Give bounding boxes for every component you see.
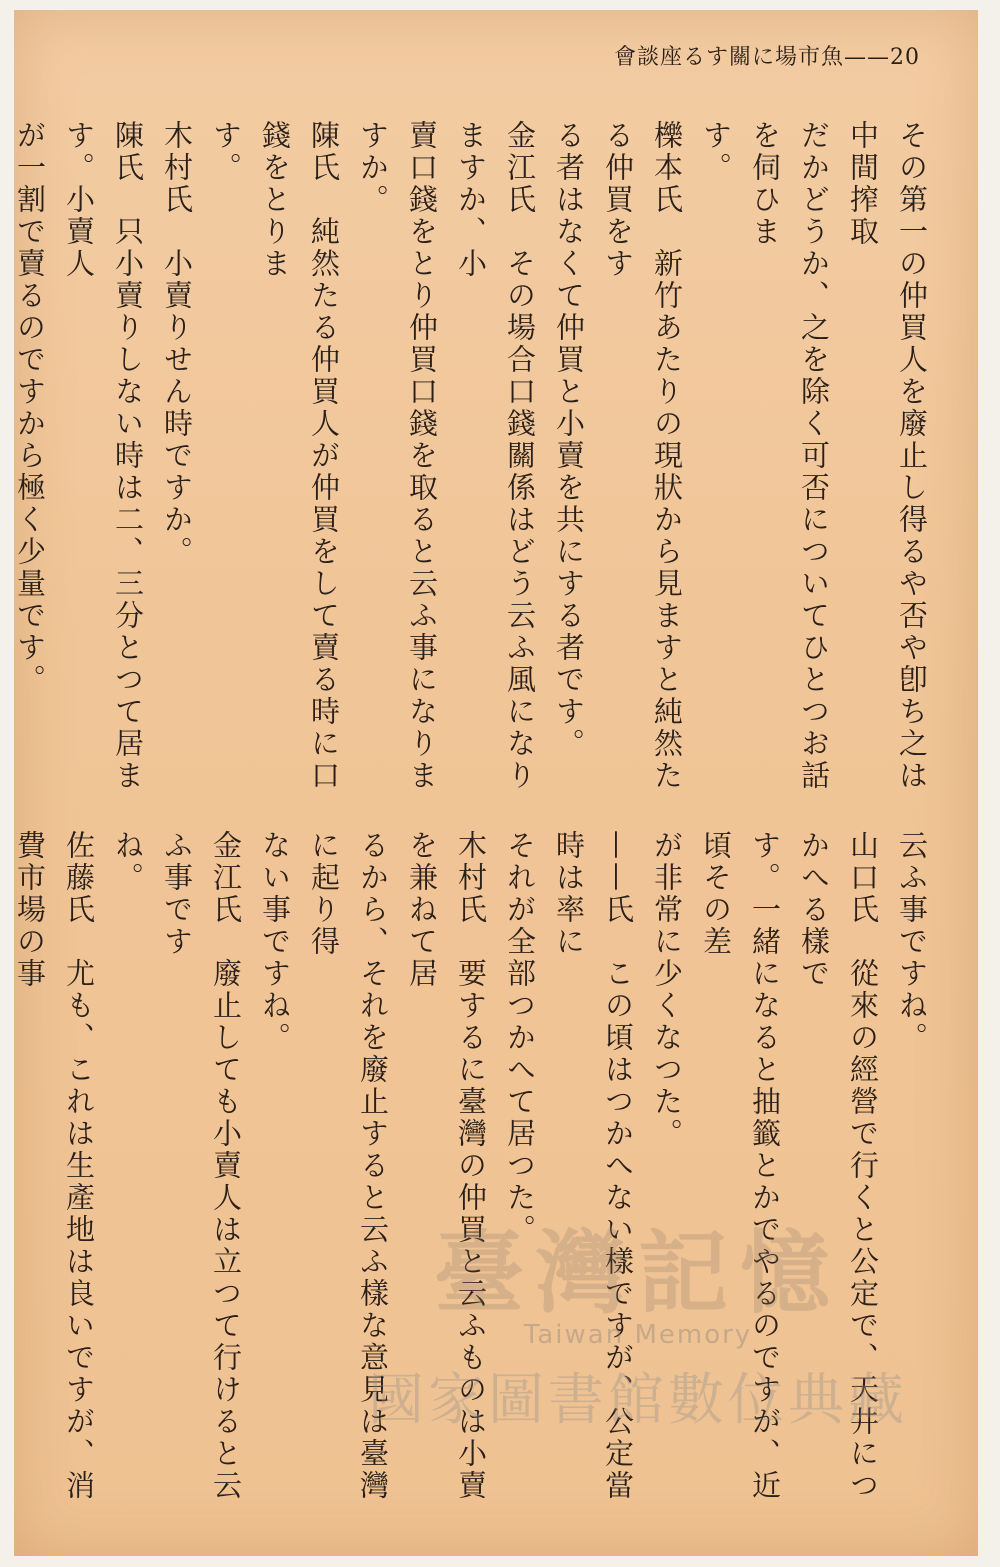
text-column: 木村氏 小賣りせん時ですか。: [160, 120, 194, 568]
text-column: 金江氏 廢止しても小賣人は立つて行けると云ふ事です: [160, 830, 243, 1502]
text-column: 佐藤氏 尤も、これは生產地は良いですが、消費市場の事: [13, 830, 96, 1502]
watermark-english: Taiwan Memory: [523, 1320, 753, 1350]
text-column: だかどうか、之を除く可否についてひとつお話を伺ひま: [748, 120, 831, 792]
text-column: 陳氏 純然たる仲買人が仲買をして賣る時に口錢をとりま: [258, 120, 341, 792]
text-column: す。: [209, 120, 243, 184]
text-column: [0, 830, 5, 1510]
text-column: 賣口錢をとり仲買口錢を取ると云ふ事になりますか。: [356, 120, 439, 792]
watermark-organization: 國家圖書館數位典藏: [368, 1368, 908, 1433]
text-column: す。: [699, 120, 733, 184]
top-text-block: [0, 120, 936, 800]
text-column: 陳氏 只小賣りしない時は二、三分とつて居ます。小賣人: [62, 120, 145, 792]
running-header: 會談座るす關に場市魚——20: [614, 45, 920, 70]
text-column: 金江氏 その場合口錢關係はどう云ふ風になりますか、小: [454, 120, 537, 792]
watermark: [368, 1200, 908, 1436]
text-column: 櫟本氏 新竹あたりの現狀から見ますと純然たる仲買をす: [601, 120, 684, 792]
text-column: るから、それを廢止すると云ふ樣な意見は臺灣に起り得: [307, 830, 390, 1502]
text-column: その第一の仲買人を廢止し得るや否や卽ち之は中間搾取: [846, 120, 929, 792]
watermark-cjk-logo: 臺灣記憶: [434, 1220, 842, 1326]
text-column: ね。: [111, 830, 145, 894]
text-column: 云ふ事ですね。: [895, 830, 929, 1054]
text-column: 木村氏 要するに臺灣の仲買と云ふものは小賣を兼ねて居: [405, 830, 488, 1502]
page: [14, 10, 978, 1556]
text-column: それが全部つかへて居つた。: [503, 830, 537, 1246]
text-column: [0, 120, 5, 800]
text-column: ない事ですね。: [258, 830, 292, 1054]
text-column: が非常に少くなつた。: [650, 830, 684, 1150]
text-column: ——氏 この頃はつかへない樣ですが、公定當時は率に: [552, 830, 635, 1502]
text-column: す。一緒になると抽籤とかでやるのですが、近頃その差: [699, 830, 782, 1502]
text-column: る者はなくて仲買と小賣を共にする者です。: [552, 120, 586, 760]
text-column: が一割で賣るのですから極く少量です。: [13, 120, 47, 696]
text-column: 山口氏 從來の經營で行くと公定で、天井につかへる樣で: [797, 830, 880, 1502]
